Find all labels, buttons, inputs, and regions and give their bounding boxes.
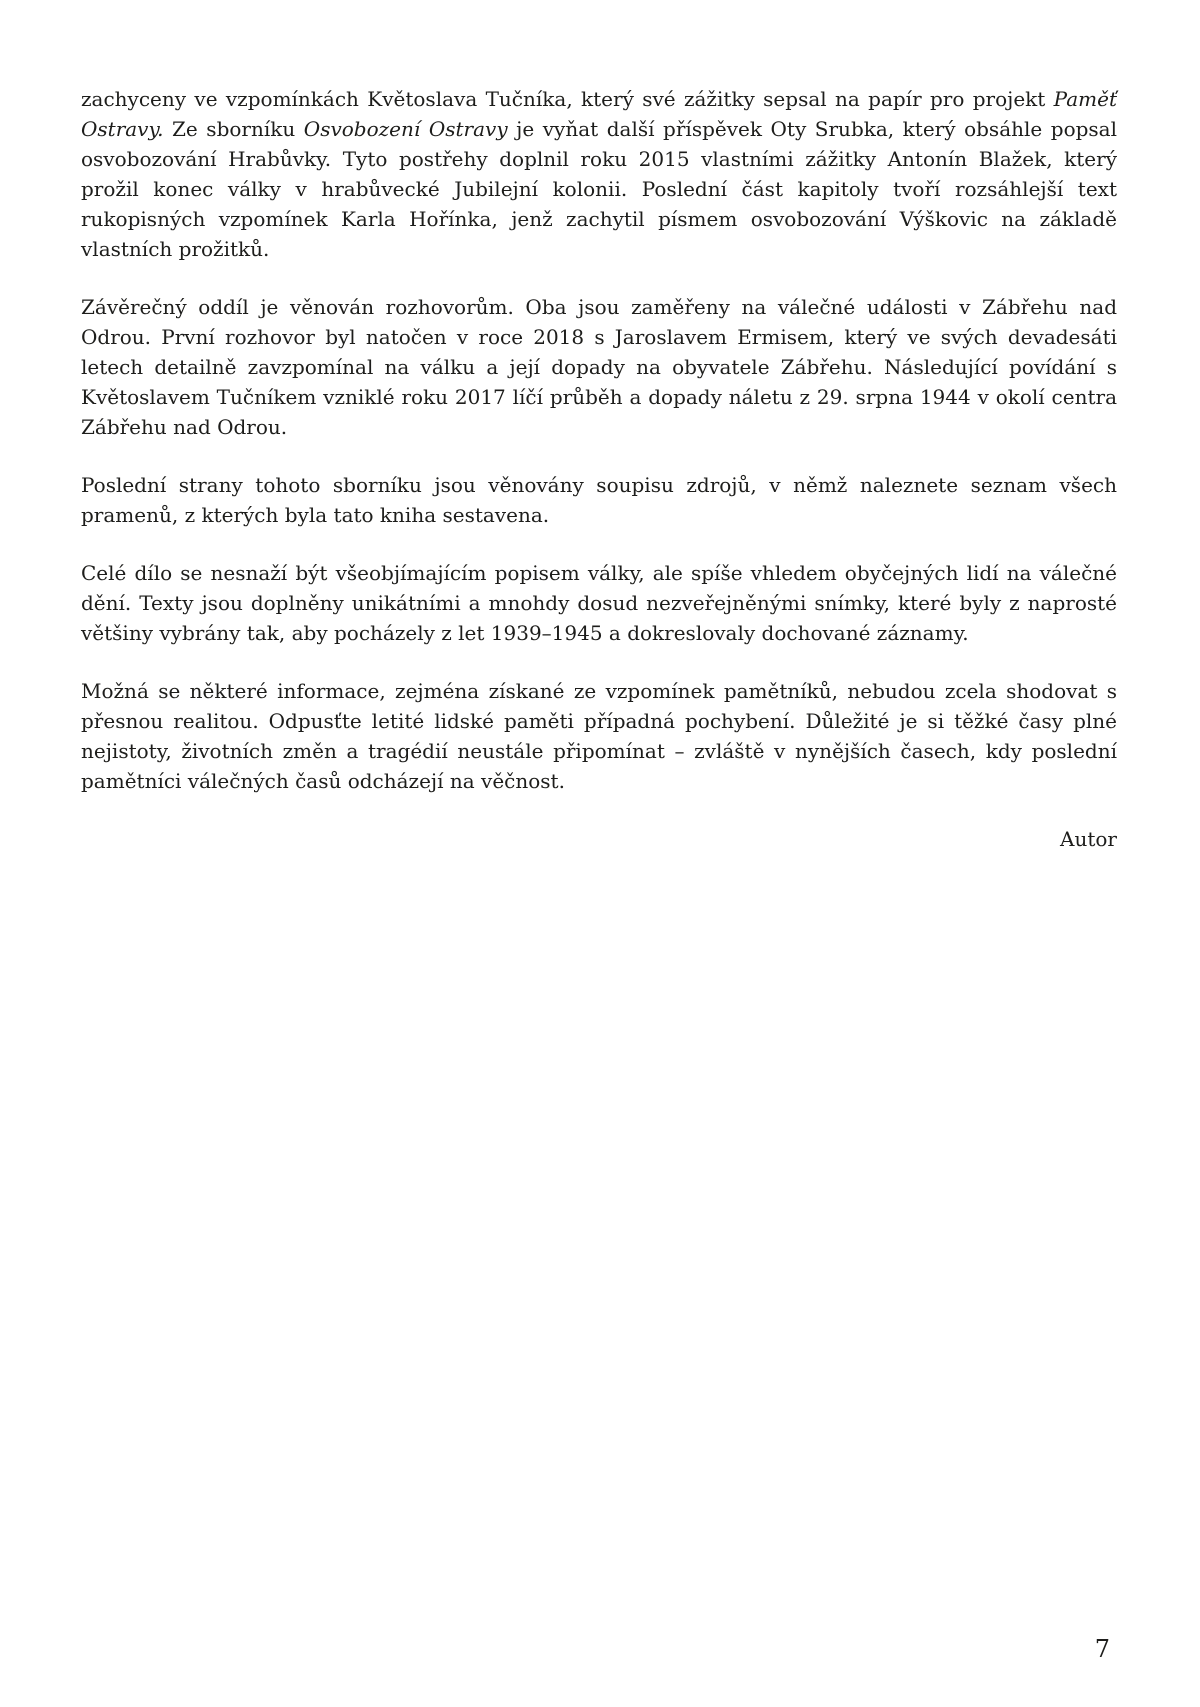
- paragraph-4: [81, 558, 1117, 648]
- paragraph-2: [81, 292, 1117, 442]
- paragraph-text: zachyceny ve vzpomínkách Květoslava Tučníka, který své zážitky sepsal na papír pro projekt: [81, 87, 1054, 111]
- paragraph-text: Celé dílo se nesnaží být všeobjímajícím popisem války, ale spíše vhledem obyčejných lidí na válečné dění. Texty jsou doplněny unikátními a mnohdy dosud nezveřejněnými snímky, které byly z naprosté většiny vybrány tak, aby pocházely z let 1939–1945 a dokreslovaly dochované záznamy.: [81, 561, 1117, 645]
- paragraph-text: je vyňat další příspěvek Oty Srubka, který obsáhle popsal osvobozování Hrabůvky. Tyto postřehy doplnil roku 2015 vlastními zážitky Antonín Blažek, který prožil konec války v hrabůvecké Jubilejní kolonii. Poslední část kapitoly tvoří rozsáhlejší text rukopisných vzpomínek Karla Hořínka, jenž zachytil písmem osvobozování Výškovic na základě vlastních prožitků.: [81, 117, 1117, 261]
- paragraph-3: [81, 470, 1117, 530]
- paragraph-5: [81, 676, 1117, 796]
- paragraph-text: Ze sborníku: [163, 117, 304, 141]
- author-signature: Autor: [1060, 827, 1117, 851]
- italic-title: Paměť Ostravy.: [81, 87, 1117, 141]
- page-number: 7: [1094, 1635, 1110, 1663]
- paragraph-text: Závěrečný oddíl je věnován rozhovorům. Oba jsou zaměřeny na válečné události v Zábřehu nad Odrou. První rozhovor byl natočen v roce 2018 s Jaroslavem Ermisem, který ve svých devadesáti letech detailně zavzpomínal na válku a její dopady na obyvatele Zábřehu. Následující povídání s Květoslavem Tučníkem vzniklé roku 2017 líčí průběh a dopady náletu z 29. srpna 1944 v okolí centra Zábřehu nad Odrou.: [81, 295, 1117, 439]
- paragraph-1: [81, 84, 1117, 264]
- italic-title: Osvobození Ostravy: [303, 117, 508, 141]
- page-body: [81, 84, 1117, 854]
- paragraph-text: Poslední strany tohoto sborníku jsou věnovány soupisu zdrojů, v němž naleznete seznam všech pramenů, z kterých byla tato kniha sestavena.: [81, 473, 1117, 527]
- paragraph-text: Možná se některé informace, zejména získané ze vzpomínek pamětníků, nebudou zcela shodovat s přesnou realitou. Odpusťte letité lidské paměti případná pochybení. Důležité je si těžké časy plné nejistoty, životních změn a tragédií neustále připomínat – zvláště v nynějších časech, kdy poslední pamětníci válečných časů odcházejí na věčnost.: [81, 679, 1117, 793]
